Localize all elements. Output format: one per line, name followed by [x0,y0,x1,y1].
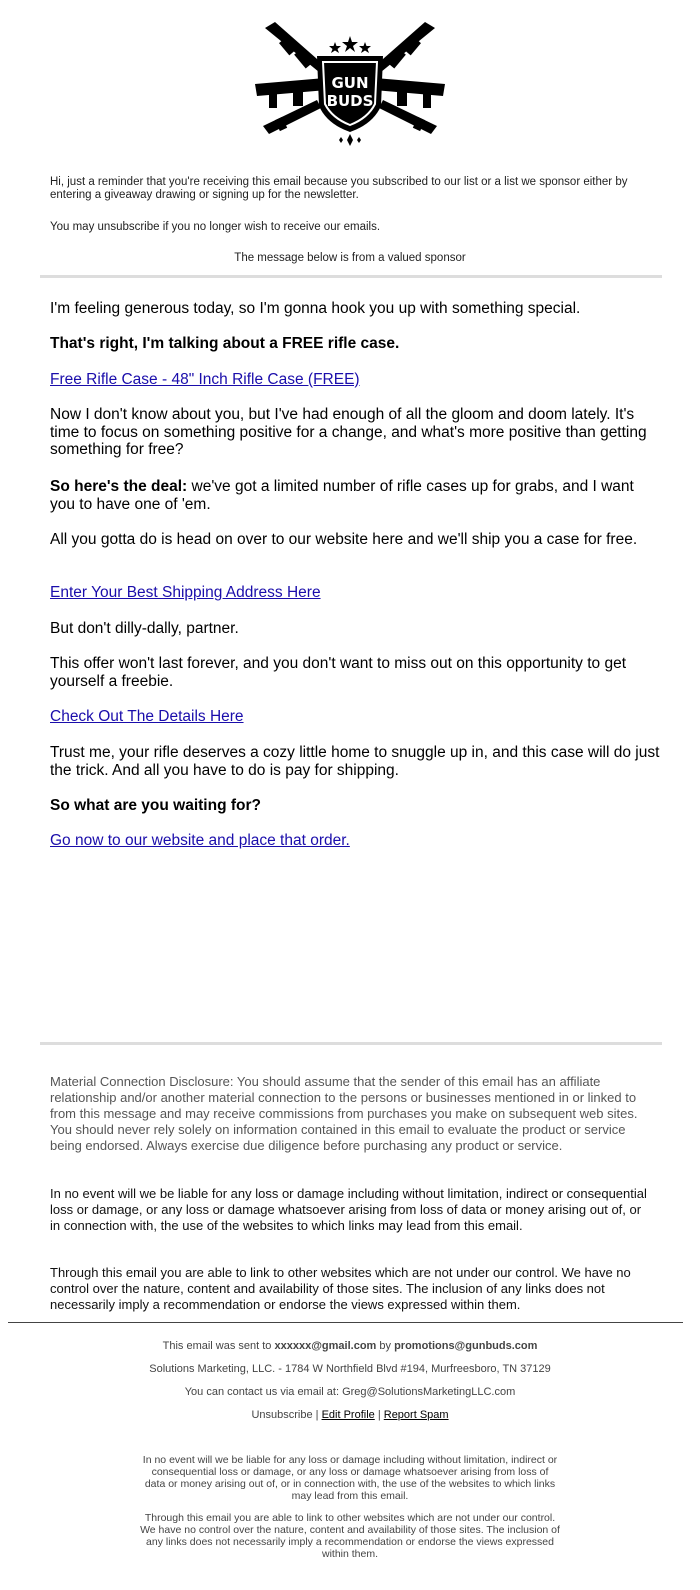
sent-by: by [376,1340,395,1352]
message-paragraph: This offer won't last forever, and you don't want to miss out on this opportunity to get yourself a freebie. [50,655,627,690]
message-paragraph: I'm feeling generous today, so I'm gonna hook you up with something special. [50,300,581,317]
message-paragraph: But don't dilly-dally, partner. [50,620,239,637]
company-address: Solutions Marketing, LLC. - 1784 W Northfield Blvd #194, Murfreesboro, TN 37129 [149,1363,551,1375]
shipping-address-link[interactable]: Enter Your Best Shipping Address Here [50,584,321,601]
rifle-icon [373,22,445,134]
material-disclosure: Material Connection Disclosure: You should assume that the sender of this email has an affiliate relationship and/or another material connection to the persons or businesses mentioned in or linked to from this message and may receive commissions from purchases you make on subsequent web sites. You should never rely solely on information contained in this email to evaluate the product or service being endorsed. Always exercise due diligence before purchasing any product or service. [50,1074,638,1153]
unsubscribe-link[interactable]: Unsubscribe [251,1409,313,1421]
rifle-icon [255,22,327,134]
logo-text-line2: BUDS [326,92,374,110]
report-spam-link[interactable]: Report Spam [383,1409,449,1421]
details-link[interactable]: Check Out The Details Here [50,708,244,725]
divider [40,1042,662,1045]
unsubscribe-note: You may unsubscribe if you no longer wish to receive our emails. [50,221,381,233]
separator: | [312,1409,322,1421]
footer-external-links: Through this email you are able to link to other websites which are not under our control. We have no control over the nature, content and availability of those sites. The inclusion of any links does not necessarily imply a recommendation or endorse the views expressed within them. [140,1512,560,1560]
logo-text-line1: GUN [331,74,369,92]
separator: | [374,1409,384,1421]
sent-to-line [0,1340,700,1352]
deal-text: we've got a limited number of rifle cases up for grabs, and I want you to have one of 'em. [50,478,634,513]
external-links-disclaimer: Through this email you are able to link to other websites which are not under our control. We have no control over the nature, content and availability of those sites. The inclusion of any links does not necessarily imply a recommendation or endorse the views expressed within them. [50,1265,631,1312]
sent-prefix: This email was sent to [162,1340,275,1352]
liability-disclaimer: In no event will we be liable for any loss or damage including without limitation, indirect or consequential loss or damage, or any loss or damage whatsoever arising from loss of data or money arising out of, or in connection with, the use of the websites to which links may lead from this email. [50,1186,647,1233]
message-paragraph: Trust me, your rifle deserves a cozy little home to snuggle up in, and this case will do just the trick. And all you have to do is pay for shipping. [50,744,660,779]
contact-email: You can contact us via email at: Greg@SolutionsMarketingLLC.com [184,1386,516,1398]
message-paragraph [50,478,660,513]
footer-liability: In no event will we be liable for any loss or damage including without limitation, indirect or consequential loss or damage, or any loss or damage whatsoever arising from loss of data or money arising out of, or in connection with, the use of the websites to which links may lead from this email. [142,1454,558,1502]
sponsor-note: The message below is from a valued sponsor [234,252,466,264]
gunbuds-logo [255,16,445,150]
deal-label: So here's the deal: [50,478,188,495]
edit-profile-link[interactable]: Edit Profile [321,1409,375,1421]
divider [40,275,662,278]
message-headline: That's right, I'm talking about a FREE rifle case. [50,335,400,352]
footer-divider [8,1322,683,1323]
sender-email: promotions@gunbuds.com [394,1340,538,1352]
subscription-reminder: Hi, just a reminder that you're receiving this email because you subscribed to our list or a list we sponsor either by entering a giveaway drawing or signing up for the newsletter. [50,176,628,201]
footer-links [0,1409,700,1421]
recipient-email: xxxxxx@gmail.com [274,1340,377,1352]
message-paragraph: All you gotta do is head on over to our website here and we'll ship you a case for free. [50,531,638,548]
place-order-link[interactable]: Go now to our website and place that order. [50,832,350,849]
free-rifle-case-link[interactable]: Free Rifle Case - 48" Inch Rifle Case (FREE) [50,371,360,388]
message-cta-heading: So what are you waiting for? [50,797,261,814]
message-paragraph: Now I don't know about you, but I've had enough of all the gloom and doom lately. It's time to focus on something positive for a change, and what's more positive than getting something for free? [50,406,647,458]
